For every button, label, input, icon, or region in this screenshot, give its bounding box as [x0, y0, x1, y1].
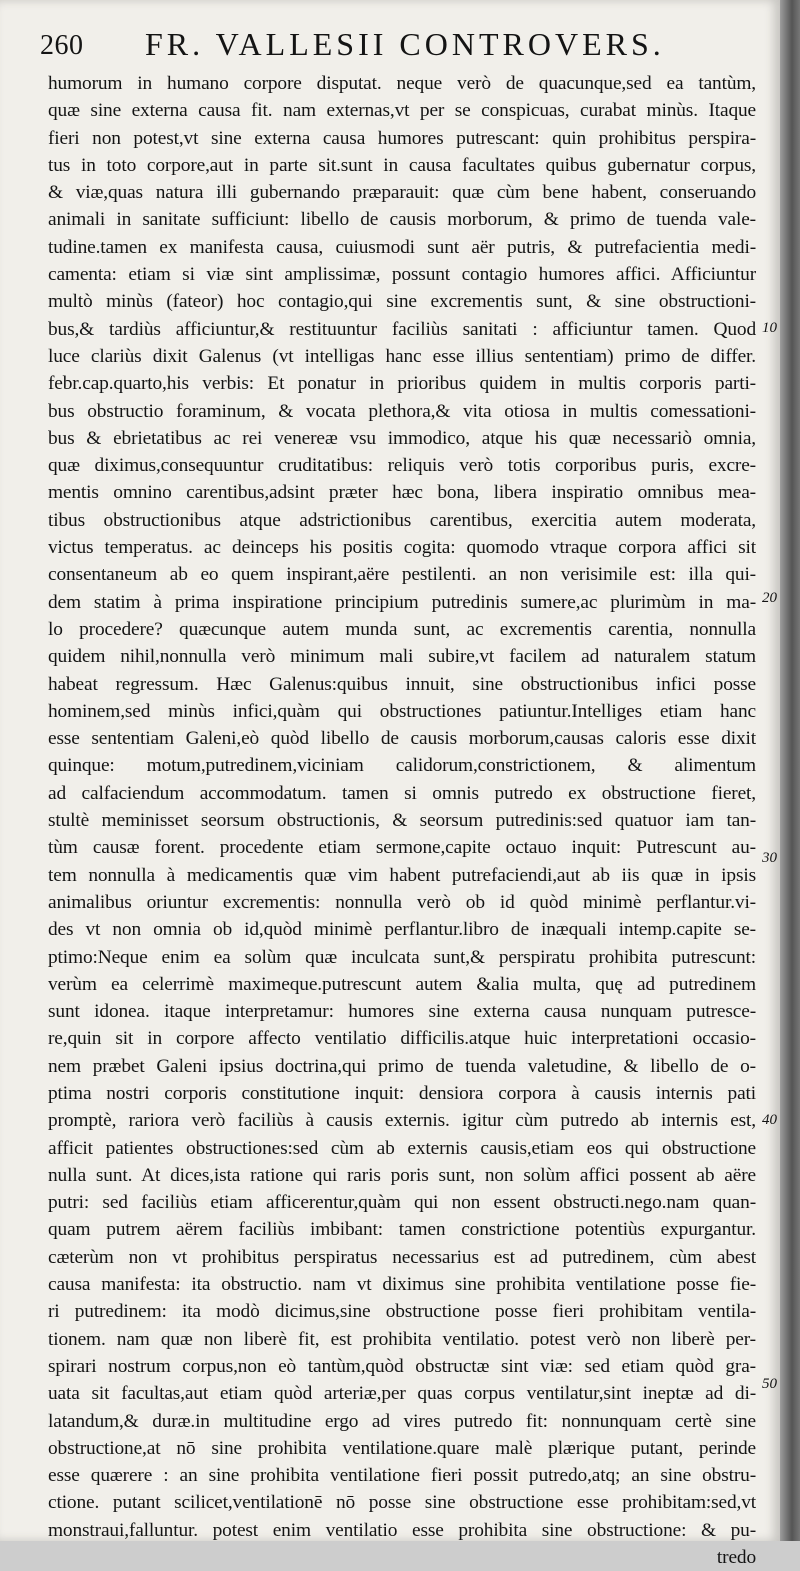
text-line: & viæ,quas natura illi gubernando præparauit: quæ cùm bene habent, conseruando — [48, 182, 756, 204]
text-line: bus & ebrietatibus ac rei venereæ vsu immodico, atque his quæ necessariò omnia, — [48, 427, 756, 449]
text-line: humorum in humano corpore disputat. neque verò de quacunque,sed ea tantùm, — [48, 73, 756, 94]
page-number: 260 — [40, 30, 84, 61]
text-line: afficit patientes obstructiones:sed cùm ab externis causis,etiam eos qui obstructione — [48, 1137, 756, 1159]
text-line: spirari nostrum corpus,non eò tantùm,quòd obstructæ sint viæ: sed etiam quòd gra- — [48, 1355, 756, 1377]
text-line: cæterùm non vt prohibitus perspiratus necessarius est ad putredinem, cùm abest — [48, 1246, 756, 1268]
text-line: obstructione,at nō sine prohibita ventilatione.quare malè plærique putant, perinde — [48, 1437, 756, 1459]
text-line: quam putrem aërem faciliùs imbibant: tamen constrictione potentiùs expurgantur. — [48, 1219, 756, 1241]
text-line: fieri non potest,vt sine externa causa humores putrescant: quin prohibitus perspira- — [48, 127, 756, 149]
text-line: ad calfaciendum accommodatum. tamen si omnis putredo ex obstructione fieret, — [48, 782, 756, 804]
text-line: ctione. putant scilicet,ventilationē nō posse sine obstructione esse prohibitam:sed,vt — [48, 1492, 756, 1514]
text-line: tem nonnulla à medicamentis quæ vim habent putrefaciendi,aut ab iis quæ in ipsis — [48, 864, 756, 886]
margin-line-number: 10 — [762, 320, 777, 336]
text-line: ptimo:Neque enim ea solùm quæ inculcata sunt,& perspiratu prohibita putrescunt: — [48, 946, 756, 968]
text-line: luce clariùs dixit Galenus (vt intelligas hanc esse illius sententiam) primo de differ. — [48, 345, 756, 367]
text-line: hominem,sed minùs infici,quàm qui obstructiones patiuntur.Intelliges etiam hanc — [48, 700, 756, 722]
text-line: nem præbet Galeni ipsius doctrina,qui primo de tuenda valetudine, & libello de o- — [48, 1055, 756, 1077]
text-line: tus in toto corpore,aut in parte sit.sunt in causa facultates quibus gubernatur corpus, — [48, 154, 756, 176]
body-text — [48, 70, 756, 1571]
text-line: tionem. nam quæ non liberè fit, est prohibita ventilatio. potest verò non liberè per- — [48, 1328, 756, 1350]
text-line: quinque: motum,putredinem,viciniam calidorum,constrictionem, & alimentum — [48, 755, 756, 777]
text-line: ri putredinem: ita modò dicimus,sine obstructione posse fieri prohibitam ventila- — [48, 1301, 756, 1323]
text-line: dem statim à prima inspiratione principium putredinis sumere,ac plurimùm in ma- — [48, 591, 756, 613]
margin-line-number: 40 — [762, 1112, 777, 1128]
text-line: habeat regressum. Hæc Galenus:quibus innuit, sine obstructionibus infici posse — [48, 673, 756, 695]
text-line: esse quærere : an sine prohibita ventilatione fieri possit putredo,atq; an sine obstru- — [48, 1465, 756, 1487]
text-line: re,quin sit in corpore affecto ventilatio difficilis.atque huic interpretationi occasio- — [48, 1028, 756, 1050]
text-line: promptè, rariora verò faciliùs à causis externis. igitur cùm putredo ab internis est, — [48, 1110, 756, 1132]
text-line: quidem nihil,nonnulla verò minimum mali subire,vt facilem ad naturalem statum — [48, 646, 756, 668]
text-line: mentis omnino carentibus,adsint præter hæc bona, libera inspiratio omnibus mea- — [48, 482, 756, 504]
text-line: ptima nostri corporis constitutione inquit: densiora corpora à causis internis pati — [48, 1082, 756, 1104]
margin-line-number: 20 — [762, 590, 777, 606]
text-line: monstraui,falluntur. potest enim ventilatio esse prohibita sine obstructione: & pu- — [48, 1519, 756, 1541]
text-line: nulla sunt. At dices,ista ratione qui raris poris sunt, non solùm affici possent ab aëre — [48, 1164, 756, 1186]
text-line: stultè meminisset seorsum obstructionis, & seorsum putredinis:sed quatuor iam tan- — [48, 810, 756, 832]
text-line: tudine.tamen ex manifesta causa, cuiusmodi sunt aër putris, & putrefacientia medi- — [48, 236, 756, 258]
text-line: putri: sed faciliùs etiam afficerentur,quàm qui non essent obstructi.nego.nam quan- — [48, 1192, 756, 1214]
text-line: camenta: etiam si viæ sint amplissimæ, possunt contagio humores affici. Afficiuntur — [48, 264, 756, 286]
text-line: causa manifesta: ita obstructio. nam vt diximus sine prohibita ventilatione posse fie- — [48, 1274, 756, 1296]
text-line: quæ diximus,consequuntur cruditatibus: reliquis verò totis corporibus puris, excre- — [48, 455, 756, 477]
text-line: multò minùs (fateor) hoc contagio,qui sine excrementis sunt, & sine obstructioni- — [48, 291, 756, 313]
page-header — [40, 24, 730, 66]
margin-line-number: 30 — [762, 850, 777, 866]
text-line: des vt non omnia ob id,quòd minimè perflantur.libro de inæquali intemp.capite se- — [48, 919, 756, 941]
text-line: animali in sanitate sufficiunt: libello de causis morborum, & primo de tuenda vale- — [48, 209, 756, 231]
text-line: febr.cap.quarto,his verbis: Et ponatur in prioribus quidem in multis corporis parti- — [48, 373, 756, 395]
text-line: bus obstructio foraminum, & vocata plethora,& vita otiosa in multis comessationi- — [48, 400, 756, 422]
text-line: sunt idonea. itaque interpretamur: humores sine externa causa nunquam putresce- — [48, 1001, 756, 1023]
page-edge — [780, 0, 800, 1541]
text-line: animalibus oriuntur excrementis: nonnulla verò ob id quòd minimè perflantur.vi- — [48, 891, 756, 913]
text-line: bus,& tardiùs afficiuntur,& restituuntur faciliùs sanitati : afficiuntur tamen. Quod — [48, 318, 756, 340]
text-line: lo procedere? quæcunque autem munda sunt, ac excrementis carentia, nonnulla — [48, 618, 756, 640]
text-line: esse sententiam Galeni,eò quòd libello de causis morborum,causas caloris esse dixit — [48, 728, 756, 750]
text-line: victus temperatus. ac deinceps his positis cogita: quomodo vtraque corpora affici sit — [48, 537, 756, 559]
text-line: quæ sine externa causa fit. nam externas,vt per se conspicuas, curabat minùs. Itaque — [48, 100, 756, 122]
running-head: FR. VALLESII CONTROVERS. — [145, 26, 665, 62]
text-line: tibus obstructionibus atque adstrictionibus carentibus, exercitia autem moderata, — [48, 509, 756, 531]
text-line: latandum,& duræ.in multitudine ergo ad vires putredo fit: nonnunquam certè sine — [48, 1410, 756, 1432]
text-line: tredo — [716, 1547, 756, 1569]
text-line: verùm ea celerrimè maximeque.putrescunt autem &alia multa, quę ad putredinem — [48, 973, 756, 995]
text-line: uata sit facultas,aut etiam quòd arteriæ,per quas corpus ventilatur,sint ineptæ ad di- — [48, 1383, 756, 1405]
text-line: tùm causæ forent. procedente etiam sermone,capite octauo inquit: Putrescunt au- — [48, 837, 756, 859]
margin-line-number: 50 — [762, 1376, 777, 1392]
text-line: consentaneum ab eo quem inspirant,aëre pestilenti. an non verisimile est: illa qui- — [48, 564, 756, 586]
